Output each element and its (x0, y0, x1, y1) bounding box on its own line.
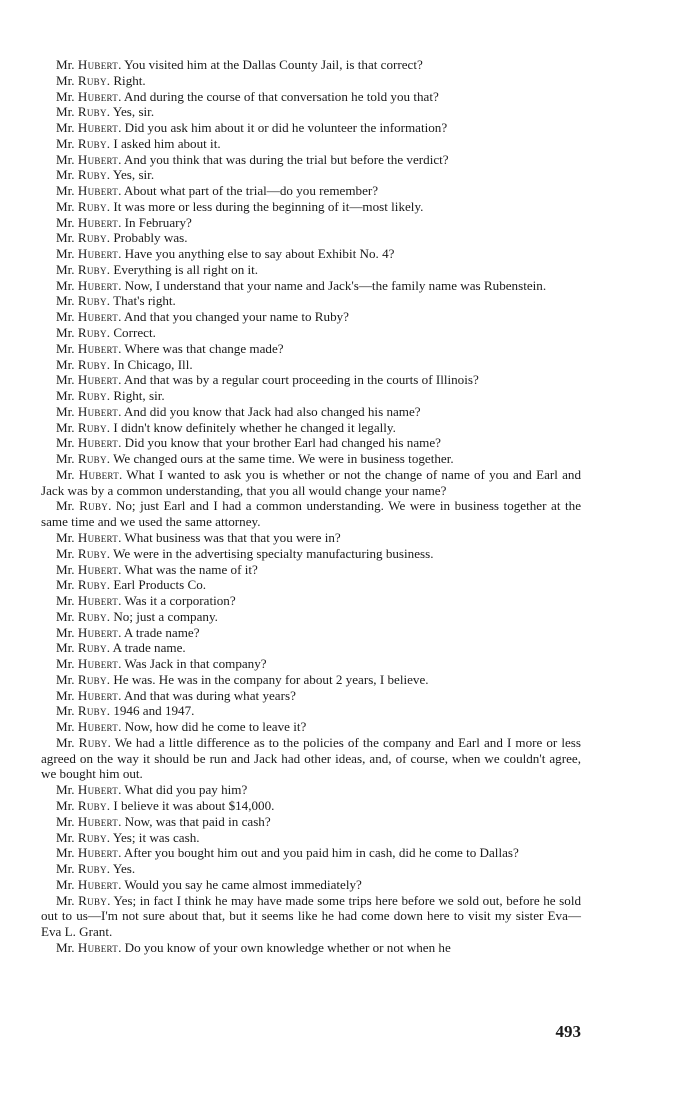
speaker-name: Hubert (77, 624, 119, 640)
speaker-name: Hubert (77, 88, 119, 104)
testimony-paragraph: Mr. Ruby. I asked him about it. (56, 135, 221, 151)
speaker-title: Mr. (56, 876, 75, 892)
testimony-paragraph: Mr. Ruby. Right. (56, 72, 146, 88)
speaker-title: Mr. (56, 561, 75, 577)
testimony-text: Yes. (112, 861, 136, 877)
speaker-title: Mr. (56, 719, 75, 735)
speaker-name: Hubert (77, 403, 119, 419)
testimony-text: Right, sir. (113, 388, 165, 404)
testimony-paragraph: Mr. Ruby. I didn't know definitely whether he changed it legally. (56, 419, 396, 435)
testimony-paragraph: Mr. Hubert. Was Jack in that company? (56, 656, 267, 672)
speaker-name: Ruby (77, 419, 107, 435)
testimony-paragraph: Mr. Ruby. Yes, sir. (56, 104, 155, 120)
speaker-title: Mr. (56, 782, 75, 798)
speaker-title: Mr. (56, 214, 75, 230)
speaker-name: Hubert (77, 277, 119, 293)
speaker-name: Ruby (77, 356, 107, 372)
testimony-paragraph: Mr. Hubert. And that you changed your name to Ruby? (56, 309, 349, 325)
speaker-name: Hubert (77, 687, 119, 703)
testimony-text: And did you know that Jack had also changed his name? (123, 403, 421, 419)
testimony-text: Yes, sir. (112, 104, 155, 120)
testimony-text: That's right. (113, 293, 176, 309)
testimony-paragraph: Mr. Hubert. Did you know that your brother Earl had changed his name? (56, 435, 441, 451)
testimony-text: It was more or less during the beginning of it—most likely. (113, 198, 424, 214)
speaker-title: Mr. (56, 151, 75, 167)
testimony-paragraph: Mr. Hubert. What did you pay him? (56, 782, 248, 798)
speaker-name: Ruby (77, 388, 107, 404)
speaker-name: Hubert (77, 340, 119, 356)
testimony-text: Was Jack in that company? (124, 656, 267, 672)
testimony-paragraph: Mr. Ruby. A trade name. (56, 640, 186, 656)
speaker-title: Mr. (56, 325, 75, 341)
speaker-title: Mr. (56, 419, 75, 435)
testimony-paragraph: Mr. Hubert. Now, was that paid in cash? (56, 813, 271, 829)
testimony-paragraph: Mr. Ruby. Right, sir. (56, 388, 165, 404)
speaker-title: Mr. (56, 687, 75, 703)
testimony-paragraph: Mr. Ruby. That's right. (56, 293, 176, 309)
testimony-paragraph: Mr. Hubert. What business was that that you were in? (56, 529, 341, 545)
testimony-paragraph: Mr. Ruby. No; just Earl and I had a common understanding. We were in business together at the same time and we used the same attorney. (41, 498, 582, 530)
speaker-title: Mr. (56, 57, 75, 72)
speaker-title: Mr. (56, 813, 75, 829)
speaker-title: Mr. (56, 671, 75, 687)
testimony-text: A trade name? (123, 624, 200, 640)
speaker-name: Ruby (77, 325, 107, 341)
testimony-paragraph: Mr. Hubert. Would you say he came almost immediately? (56, 876, 362, 892)
testimony-paragraph: Mr. Ruby. Everything is all right on it. (56, 261, 259, 277)
speaker-title: Mr. (56, 593, 75, 609)
speaker-title: Mr. (56, 797, 75, 813)
speaker-title: Mr. (56, 261, 75, 277)
testimony-paragraph: Mr. Hubert. You visited him at the Dallas County Jail, is that correct? (56, 57, 423, 72)
speaker-title: Mr. (56, 703, 75, 719)
testimony-paragraph: Mr. Ruby. 1946 and 1947. (56, 703, 195, 719)
testimony-paragraph: Mr. Hubert. Do you know of your own knowledge whether or not when he (56, 939, 451, 955)
speaker-title: Mr. (56, 829, 75, 845)
testimony-paragraph: Mr. Ruby. It was more or less during the beginning of it—most likely. (56, 198, 424, 214)
testimony-text: And during the course of that conversation he told you that? (123, 88, 439, 104)
speaker-title: Mr. (56, 435, 75, 451)
testimony-paragraph: Mr. Hubert. And did you know that Jack had also changed his name? (56, 403, 421, 419)
testimony-text: You visited him at the Dallas County Jail, is that correct? (124, 57, 423, 72)
testimony-paragraph: Mr. Ruby. No; just a company. (56, 608, 218, 624)
speaker-name: Ruby (77, 829, 107, 845)
speaker-name: Hubert (77, 151, 119, 167)
speaker-title: Mr. (56, 135, 75, 151)
speaker-name: Hubert (77, 309, 119, 325)
speaker-title: Mr. (56, 72, 75, 88)
speaker-name: Ruby (77, 640, 107, 656)
speaker-title: Mr. (56, 167, 75, 183)
testimony-paragraph: Mr. Ruby. Probably was. (56, 230, 188, 246)
speaker-title: Mr. (56, 845, 75, 861)
speaker-name: Ruby (77, 797, 107, 813)
testimony-text: Now, how did he come to leave it? (124, 719, 307, 735)
page-number: 493 (555, 1022, 581, 1041)
testimony-text: Now, was that paid in cash? (124, 813, 271, 829)
testimony-paragraph: Mr. Hubert. After you bought him out and you paid him in cash, did he come to Dallas? (56, 845, 519, 861)
testimony-paragraph: Mr. Ruby. In Chicago, Ill. (56, 356, 193, 372)
testimony-text: And that was by a regular court proceeding in the courts of Illinois? (123, 372, 479, 388)
testimony-paragraph: Mr. Ruby. Yes; it was cash. (56, 829, 200, 845)
testimony-text: Yes; it was cash. (112, 829, 200, 845)
testimony-text: And you think that was during the trial but before the verdict? (123, 151, 449, 167)
speaker-name: Hubert (77, 561, 119, 577)
testimony-paragraph: Mr. Hubert. What was the name of it? (56, 561, 258, 577)
testimony-text: Have you anything else to say about Exhibit No. 4? (124, 246, 395, 262)
testimony-text: In Chicago, Ill. (113, 356, 193, 372)
speaker-name: Ruby (77, 167, 107, 183)
testimony-text: After you bought him out and you paid him in cash, did he come to Dallas? (123, 845, 519, 861)
transcript-body (41, 57, 581, 956)
speaker-name: Hubert (77, 529, 119, 545)
testimony-text: He was. He was in the company for about 2 years, I believe. (113, 671, 429, 687)
speaker-title: Mr. (56, 624, 75, 640)
testimony-text: Would you say he came almost immediately? (124, 876, 362, 892)
testimony-paragraph: Mr. Hubert. About what part of the trial—do you remember? (56, 183, 379, 199)
speaker-name: Ruby (77, 230, 107, 246)
speaker-name: Ruby (77, 545, 107, 561)
testimony-text: Yes; in fact I think he may have made some trips here before we sold out, before he sold out to us—I'm not sure about that, but it seems like he had come down here to visit my sister Eva—Eva L. Grant. (41, 892, 582, 940)
speaker-title: Mr. (56, 183, 75, 199)
testimony-paragraph: Mr. Hubert. A trade name? (56, 624, 200, 640)
testimony-text: What did you pay him? (124, 782, 248, 798)
testimony-text: I believe it was about $14,000. (113, 797, 275, 813)
speaker-name: Ruby (77, 104, 107, 120)
speaker-title: Mr. (56, 356, 75, 372)
testimony-text: About what part of the trial—do you remember? (123, 183, 379, 199)
testimony-text: What I wanted to ask you is whether or not the change of name of you and Earl and Jack was by a common understanding, that you all would change your name? (41, 466, 581, 498)
speaker-title: Mr. (56, 498, 75, 514)
testimony-paragraph: Mr. Hubert. And that was by a regular court proceeding in the courts of Illinois? (56, 372, 479, 388)
testimony-paragraph: Mr. Hubert. Now, I understand that your name and Jack's—the family name was Rubenstein. (56, 277, 547, 293)
testimony-text: Everything is all right on it. (113, 261, 259, 277)
speaker-name: Hubert (77, 939, 119, 955)
speaker-name: Ruby (77, 451, 107, 467)
speaker-name: Hubert (77, 845, 119, 861)
testimony-text: No; just Earl and I had a common understanding. We were in business together at the same time and we used the same attorney. (41, 498, 582, 530)
testimony-text: What business was that that you were in? (124, 529, 341, 545)
speaker-name: Ruby (77, 261, 107, 277)
testimony-paragraph: Mr. Ruby. He was. He was in the company for about 2 years, I believe. (56, 671, 429, 687)
testimony-text: Probably was. (113, 230, 188, 246)
testimony-text: No; just a company. (113, 608, 218, 624)
testimony-text: We had a little difference as to the policies of the company and Earl and I more or less agreed on the way it should be run and Jack had other ideas, and, of course, when we couldn't agree, we bought him out. (41, 734, 582, 782)
speaker-name: Hubert (77, 656, 119, 672)
testimony-paragraph: Mr. Hubert. In February? (56, 214, 192, 230)
testimony-paragraph: Mr. Hubert. Was it a corporation? (56, 593, 236, 609)
speaker-name: Hubert (77, 593, 119, 609)
testimony-text: A trade name. (112, 640, 186, 656)
speaker-title: Mr. (56, 529, 75, 545)
speaker-name: Hubert (77, 435, 119, 451)
testimony-paragraph: Mr. Ruby. We were in the advertising specialty manufacturing business. (56, 545, 434, 561)
testimony-text: Where was that change made? (124, 340, 284, 356)
testimony-paragraph: Mr. Hubert. And during the course of that conversation he told you that? (56, 88, 439, 104)
speaker-name: Ruby (77, 72, 107, 88)
speaker-name: Ruby (78, 892, 108, 908)
testimony-paragraph: Mr. Hubert. Where was that change made? (56, 340, 284, 356)
speaker-title: Mr. (56, 293, 75, 309)
speaker-title: Mr. (56, 577, 75, 593)
speaker-title: Mr. (56, 277, 75, 293)
speaker-name: Hubert (77, 876, 119, 892)
speaker-title: Mr. (56, 734, 75, 750)
speaker-title: Mr. (56, 640, 75, 656)
testimony-text: And that was during what years? (123, 687, 296, 703)
testimony-paragraph: Mr. Hubert. Did you ask him about it or did he volunteer the information? (56, 120, 448, 136)
testimony-text: Did you know that your brother Earl had changed his name? (124, 435, 441, 451)
speaker-name: Ruby (78, 734, 108, 750)
testimony-paragraph: Mr. Ruby. Yes; in fact I think he may have made some trips here before we sold out, before he sold out to us—I'm not sure about that, but it seems like he had come down here to visit my sister Eva—Eva L. Grant. (41, 892, 582, 940)
testimony-text: Was it a corporation? (124, 593, 236, 609)
speaker-title: Mr. (56, 466, 75, 482)
speaker-name: Hubert (77, 183, 119, 199)
testimony-text: Earl Products Co. (113, 577, 207, 593)
testimony-text: In February? (124, 214, 192, 230)
testimony-text: We were in the advertising specialty manufacturing business. (113, 545, 434, 561)
speaker-title: Mr. (56, 403, 75, 419)
speaker-name: Hubert (77, 246, 119, 262)
speaker-name: Ruby (77, 577, 107, 593)
speaker-title: Mr. (56, 309, 75, 325)
testimony-paragraph: Mr. Ruby. We had a little difference as to the policies of the company and Earl and I more or less agreed on the way it should be run and Jack had other ideas, and, of course, when we couldn't agree, we bought him out. (41, 734, 582, 782)
testimony-text: Right. (113, 72, 146, 88)
speaker-title: Mr. (56, 892, 75, 908)
speaker-name: Hubert (78, 466, 119, 482)
speaker-title: Mr. (56, 388, 75, 404)
testimony-paragraph: Mr. Ruby. Yes, sir. (56, 167, 155, 183)
speaker-name: Hubert (77, 120, 119, 136)
testimony-text: Did you ask him about it or did he volunteer the information? (124, 120, 448, 136)
speaker-name: Ruby (77, 671, 107, 687)
speaker-name: Ruby (77, 293, 107, 309)
speaker-title: Mr. (56, 608, 75, 624)
speaker-title: Mr. (56, 451, 75, 467)
testimony-text: 1946 and 1947. (113, 703, 195, 719)
speaker-name: Ruby (77, 608, 107, 624)
speaker-name: Ruby (77, 861, 107, 877)
testimony-paragraph: Mr. Ruby. Earl Products Co. (56, 577, 207, 593)
testimony-text: Yes, sir. (112, 167, 155, 183)
speaker-title: Mr. (56, 340, 75, 356)
speaker-name: Hubert (77, 57, 119, 72)
speaker-name: Ruby (77, 198, 107, 214)
testimony-text: Now, I understand that your name and Jack's—the family name was Rubenstein. (124, 277, 547, 293)
testimony-paragraph: Mr. Hubert. What I wanted to ask you is whether or not the change of name of you and Earl and Jack was by a common understanding, that you all would change your name? (41, 466, 581, 498)
testimony-text: I didn't know definitely whether he changed it legally. (113, 419, 396, 435)
speaker-title: Mr. (56, 656, 75, 672)
speaker-title: Mr. (56, 939, 75, 955)
speaker-name: Hubert (77, 372, 119, 388)
speaker-name: Hubert (77, 719, 119, 735)
speaker-name: Ruby (77, 703, 107, 719)
testimony-text: Do you know of your own knowledge whether or not when he (124, 939, 451, 955)
testimony-paragraph: Mr. Ruby. Yes. (56, 861, 136, 877)
speaker-name: Hubert (77, 813, 119, 829)
testimony-paragraph: Mr. Ruby. We changed ours at the same time. We were in business together. (56, 451, 454, 467)
speaker-title: Mr. (56, 246, 75, 262)
testimony-paragraph: Mr. Hubert. And that was during what years? (56, 687, 296, 703)
speaker-name: Hubert (77, 782, 119, 798)
speaker-title: Mr. (56, 372, 75, 388)
testimony-paragraph: Mr. Ruby. I believe it was about $14,000. (56, 797, 275, 813)
testimony-text: We changed ours at the same time. We were in business together. (113, 451, 454, 467)
testimony-text: I asked him about it. (113, 135, 221, 151)
testimony-paragraph: Mr. Hubert. Now, how did he come to leave it? (56, 719, 307, 735)
speaker-title: Mr. (56, 230, 75, 246)
testimony-paragraph: Mr. Hubert. And you think that was during the trial but before the verdict? (56, 151, 449, 167)
testimony-paragraph: Mr. Ruby. Correct. (56, 325, 156, 341)
testimony-text: Correct. (113, 325, 156, 341)
testimony-text: And that you changed your name to Ruby? (123, 309, 349, 325)
testimony-text: What was the name of it? (124, 561, 258, 577)
speaker-title: Mr. (56, 545, 75, 561)
speaker-name: Ruby (77, 135, 107, 151)
speaker-name: Hubert (77, 214, 119, 230)
speaker-title: Mr. (56, 88, 75, 104)
speaker-title: Mr. (56, 104, 75, 120)
speaker-title: Mr. (56, 120, 75, 136)
speaker-title: Mr. (56, 198, 75, 214)
speaker-title: Mr. (56, 861, 75, 877)
testimony-paragraph: Mr. Hubert. Have you anything else to say about Exhibit No. 4? (56, 246, 395, 262)
speaker-name: Ruby (79, 498, 109, 514)
